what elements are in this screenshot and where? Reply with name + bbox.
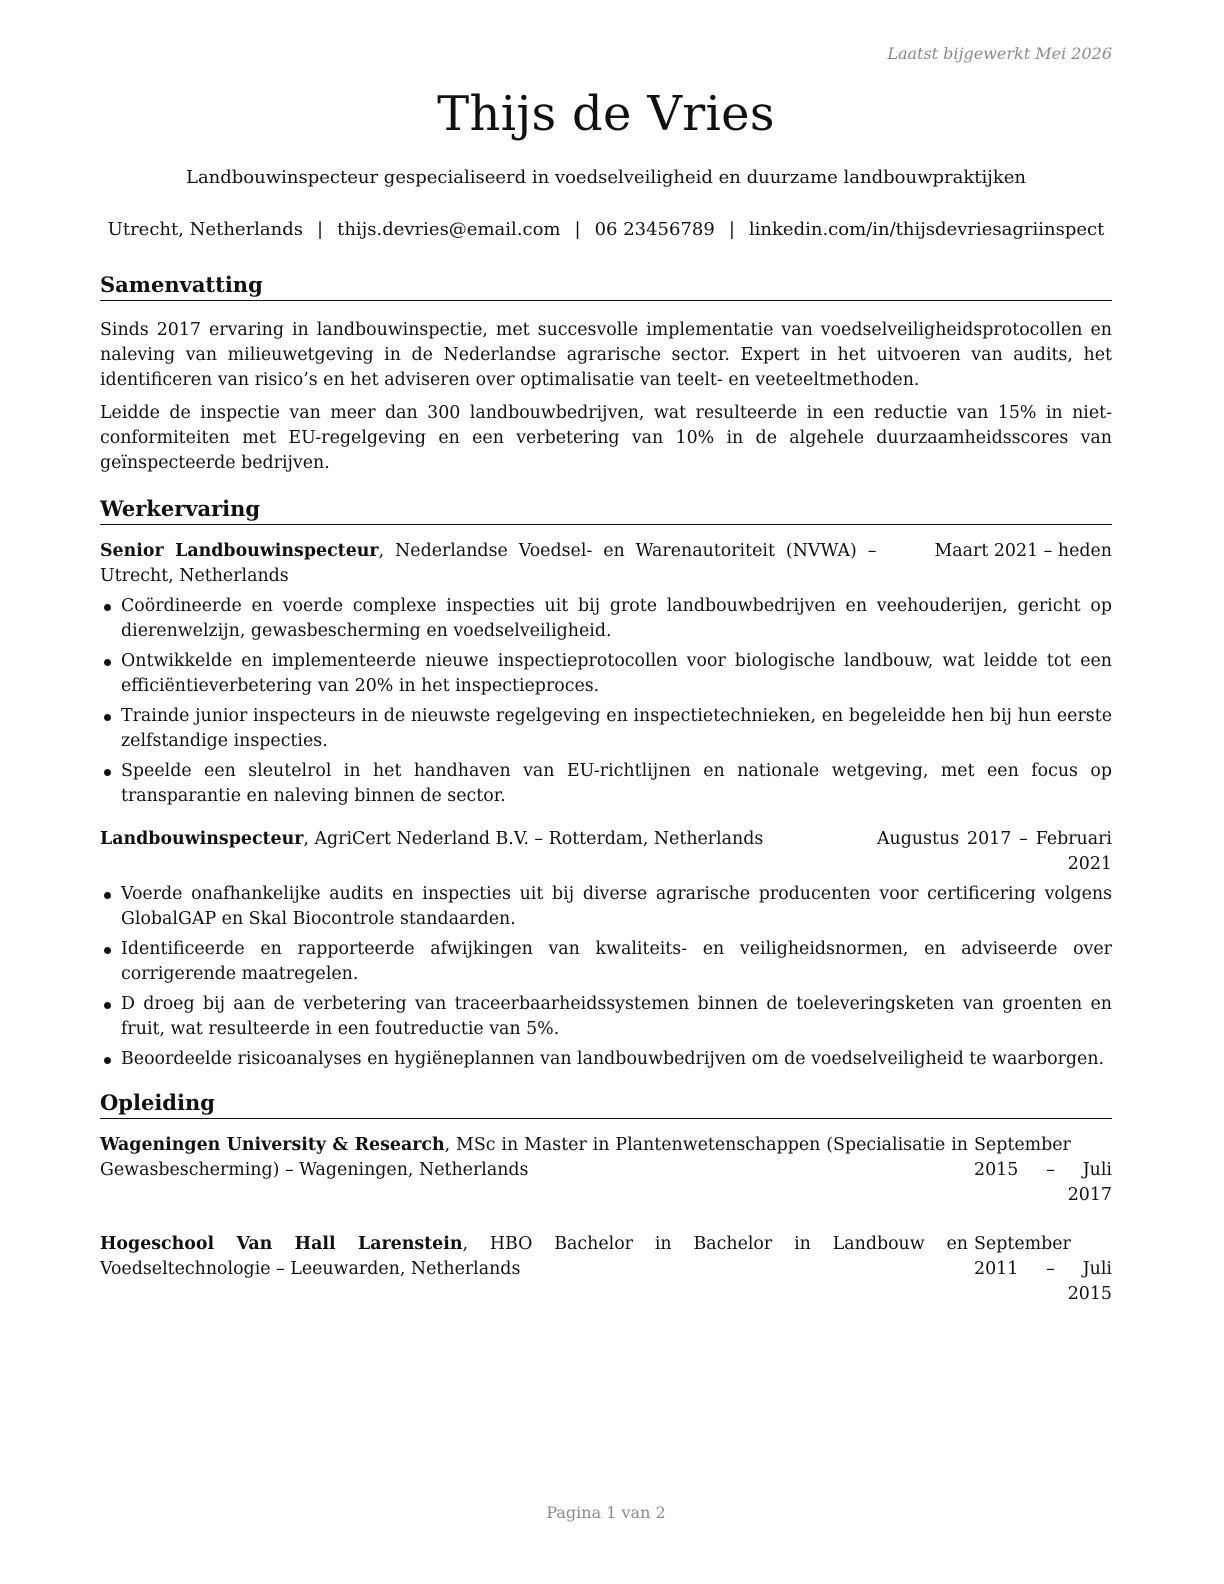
- contact-separator: |: [728, 219, 735, 240]
- experience-section: [100, 494, 1112, 1072]
- resume-content: [100, 270, 1112, 1307]
- education-dates: September 2015 – Juli 2017: [974, 1135, 1112, 1205]
- summary-paragraph: Leidde de inspectie van meer dan 300 landbouwbedrijven, wat resulteerde in een reductie van 15% in niet-conformiteiten met EU-regelgeving en een verbetering van 10% in de algehele duurzaamheidsscores van geïnspecteerde bedrijven.: [100, 403, 1112, 473]
- section-title-education: Opleiding: [100, 1088, 1112, 1119]
- job-dates: Maart 2021 – heden: [934, 541, 1112, 561]
- education-degree: , MSc in Master in Plantenwetenschappen (Specialisatie in Gewasbescherming) – Wageningen, Netherlands: [100, 1135, 968, 1180]
- job-title-line: [100, 539, 877, 589]
- job-header: [100, 827, 1112, 877]
- list-item: D droeg bij aan de verbetering van traceerbaarheidssystemen binnen de toeleveringsketen van groenten en fruit, wat resulteerde in een foutreductie van 5%.: [100, 992, 1112, 1042]
- contact-separator: |: [317, 219, 324, 240]
- education-school: Wageningen University & Research: [100, 1135, 445, 1155]
- summary-section: [100, 270, 1112, 476]
- education-school: Hogeschool Van Hall Larenstein: [100, 1234, 463, 1254]
- tagline: Landbouwinspecteur gespecialiseerd in voedselveiligheid en duurzame landbouwpraktijken: [185, 167, 1026, 188]
- education-section: [100, 1088, 1112, 1307]
- education-entry: [100, 1133, 1112, 1208]
- job-entry: [100, 827, 1112, 1072]
- education-degree: , HBO Bachelor in Bachelor in Landbouw en Voedseltechnologie – Leeuwarden, Netherlands: [100, 1234, 968, 1279]
- list-item: Coördineerde en voerde complexe inspecties uit bij grote landbouwbedrijven en veehouderijen, gericht op dierenwelzijn, gewasbescherming en voedselveiligheid.: [100, 594, 1112, 644]
- education-entry: [100, 1232, 1112, 1307]
- list-item: Voerde onafhankelijke audits en inspecties uit bij diverse agrarische producenten voor certificering volgens GlobalGAP en Skal Biocontrole standaarden.: [100, 882, 1112, 932]
- list-item: Speelde een sleutelrol in het handhaven van EU-richtlijnen en nationale wetgeving, met een focus op transparantie en naleving binnen de sector.: [100, 759, 1112, 809]
- job-bullets: [100, 594, 1112, 809]
- job-employer: , AgriCert Nederland B.V. – Rotterdam, Netherlands: [303, 829, 764, 849]
- candidate-name: Thijs de Vries: [437, 86, 775, 142]
- job-role: Landbouwinspecteur: [100, 829, 304, 849]
- page-number: Pagina 1 van 2: [546, 1503, 666, 1522]
- contact-line: [100, 219, 1112, 240]
- contact-email[interactable]: thijs.devries@email.com: [337, 219, 561, 240]
- job-bullets: [100, 882, 1112, 1072]
- job-dates: Augustus 2017 – Februari 2021: [877, 829, 1112, 874]
- contact-location: Utrecht, Netherlands: [107, 219, 304, 240]
- list-item: Ontwikkelde en implementeerde nieuwe inspectieprotocollen voor biologische landbouw, wat leidde tot een efficiëntieverbetering van 20% in het inspectieproces.: [100, 649, 1112, 699]
- section-title-summary: Samenvatting: [100, 270, 1112, 301]
- job-entry: [100, 539, 1112, 809]
- list-item: Beoordeelde risicoanalyses en hygiëneplannen van landbouwbedrijven om de voedselveiligheid te waarborgen.: [100, 1047, 1112, 1072]
- contact-separator: |: [574, 219, 581, 240]
- list-item: Identificeerde en rapporteerde afwijkingen van kwaliteits- en veiligheidsnormen, en adviseerde over corrigerende maatregelen.: [100, 937, 1112, 987]
- job-employer: , Nederlandse Voedsel- en Warenautoriteit (NVWA) – Utrecht, Netherlands: [100, 541, 877, 586]
- education-dates: September 2011 – Juli 2015: [974, 1234, 1112, 1304]
- summary-paragraph: Sinds 2017 ervaring in landbouwinspectie, met succesvolle implementatie van voedselveiligheidsprotocollen en naleving van milieuwetgeving in de Nederlandse agrarische sector. Expert in het uitvoeren van audits, het identificeren van risico’s en het adviseren over optimalisatie van teelt- en veeteeltmethoden.: [100, 320, 1112, 390]
- contact-phone[interactable]: 06 23456789: [594, 219, 715, 240]
- list-item: Trainde junior inspecteurs in de nieuwste regelgeving en inspectietechnieken, en begeleidde hen bij hun eerste zelfstandige inspecties.: [100, 704, 1112, 754]
- education-line: [100, 1232, 968, 1282]
- education-line: [100, 1133, 968, 1183]
- job-role: Senior Landbouwinspecteur: [100, 541, 379, 561]
- last-updated: Laatst bijgewerkt Mei 2026: [887, 44, 1112, 63]
- section-title-experience: Werkervaring: [100, 494, 1112, 525]
- job-title-line: [100, 827, 863, 852]
- job-header: [100, 539, 1112, 589]
- resume-page: [100, 0, 1112, 1584]
- contact-linkedin[interactable]: linkedin.com/in/thijsdevriesagriinspect: [748, 219, 1105, 240]
